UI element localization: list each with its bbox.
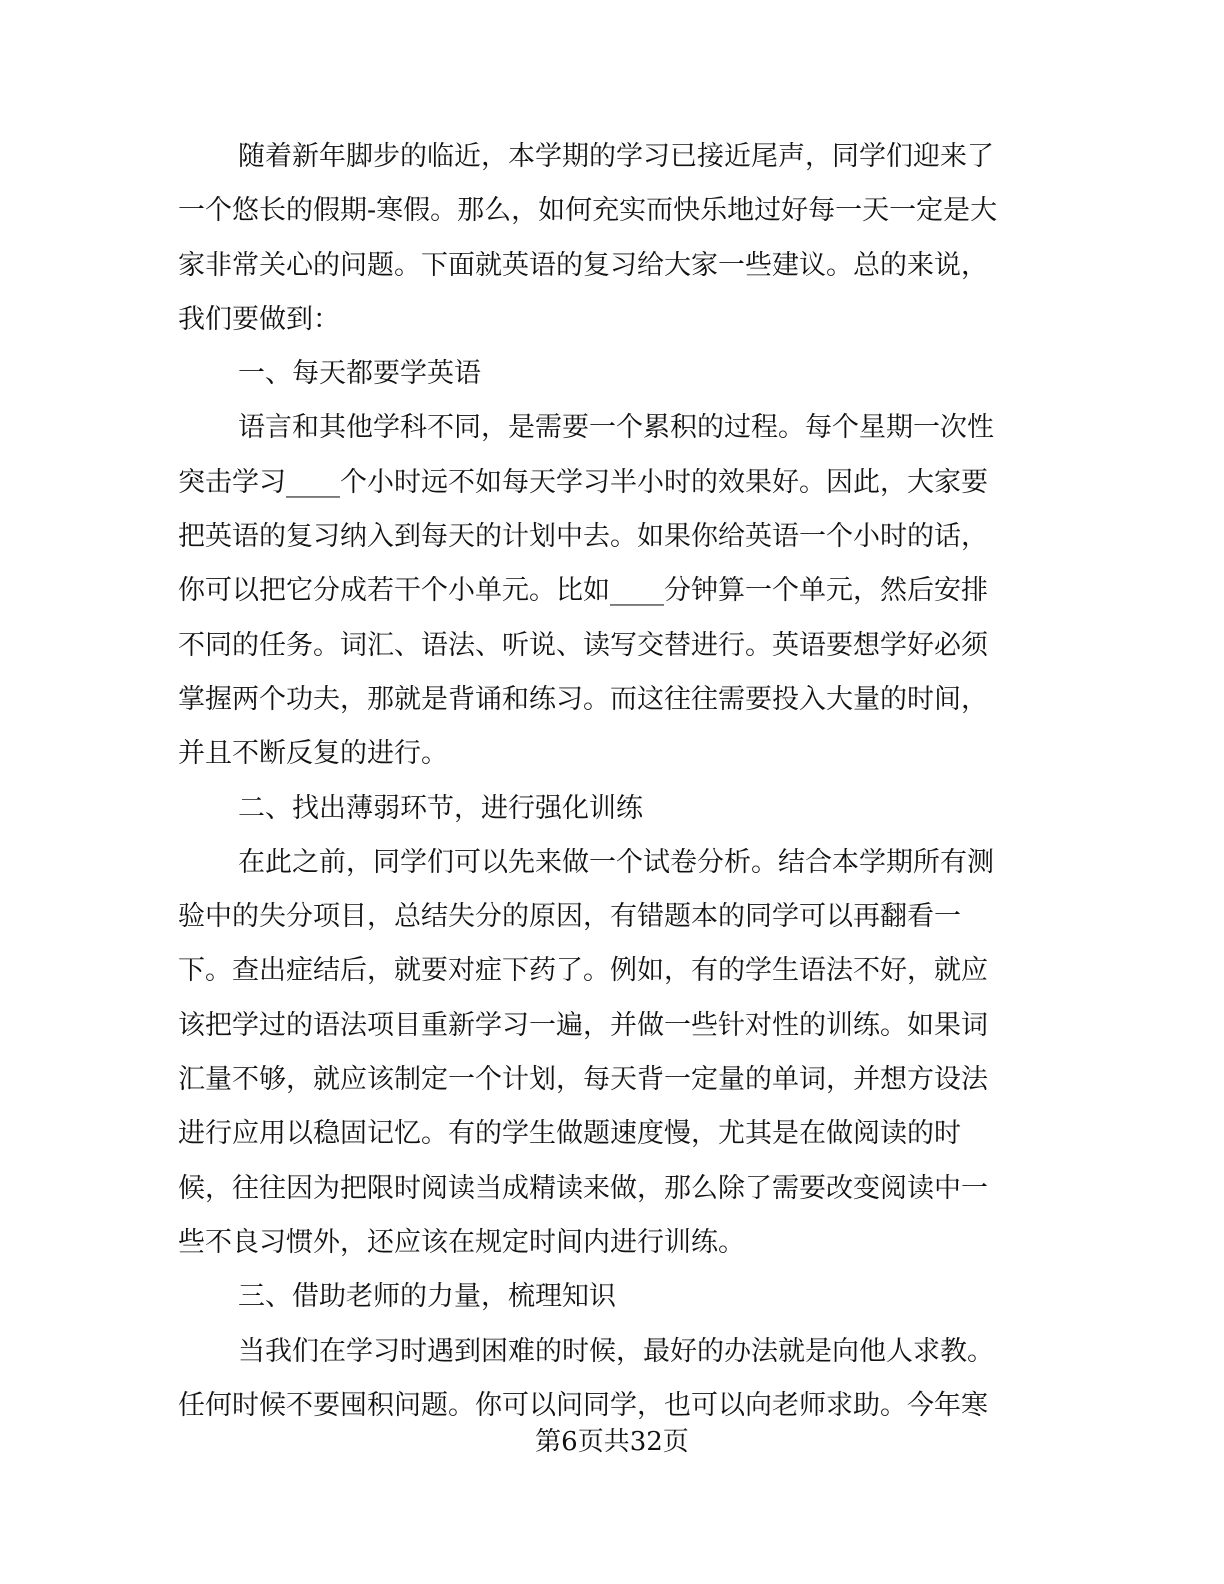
section-heading-2 <box>178 782 1018 836</box>
text-line: 候，往往因为把限时阅读当成精读来做，那么除了需要改变阅读中一 <box>178 1172 988 1204</box>
section-heading-3 <box>178 1270 1018 1324</box>
text-line: 验中的失分项目，总结失分的原因，有错题本的同学可以再翻看一 <box>178 901 961 933</box>
text-line: 任何时候不要囤积问题。你可以问同学，也可以向老师求助。今年寒 <box>178 1389 988 1421</box>
paragraph-section-1 <box>178 401 1018 781</box>
text-line: 在此之前，同学们可以先来做一个试卷分析。结合本学期所有测 <box>238 846 994 878</box>
text-line: 随着新年脚步的临近，本学期的学习已接近尾声，同学们迎来了 <box>238 141 994 172</box>
text-line: 下。查出症结后，就要对症下药了。例如，有的学生语法不好，就应 <box>178 955 988 987</box>
text-line: 突击学习____个小时远不如每天学习半小时的效果好。因此，大家要 <box>178 466 988 498</box>
text-line: 些不良习惯外，还应该在规定时间内进行训练。 <box>178 1226 745 1258</box>
text-line: 当我们在学习时遇到困难的时候，最好的办法就是向他人求教。 <box>238 1335 994 1367</box>
text-line: 把英语的复习纳入到每天的计划中去。如果你给英语一个小时的话， <box>178 521 988 553</box>
section-heading-1 <box>178 347 1018 401</box>
text-line: 我们要做到： <box>178 303 340 335</box>
text-line: 你可以把它分成若干个小单元。比如____分钟算一个单元，然后安排 <box>178 575 988 607</box>
text-line: 语言和其他学科不同，是需要一个累积的过程。每个星期一次性 <box>238 412 994 444</box>
text-line: 掌握两个功夫，那就是背诵和练习。而这往往需要投入大量的时间， <box>178 683 988 715</box>
text-line: 进行应用以稳固记忆。有的学生做题速度慢，尤其是在做阅读的时 <box>178 1118 961 1150</box>
heading-text: 一、每天都要学英语 <box>238 358 481 390</box>
text-line: 并且不断反复的进行。 <box>178 738 448 770</box>
text-line: 家非常关心的问题。下面就英语的复习给大家一些建议。总的来说， <box>178 249 988 281</box>
text-line: 该把学过的语法项目重新学习一遍，并做一些针对性的训练。如果词 <box>178 1009 988 1041</box>
text-line: 汇量不够，就应该制定一个计划，每天背一定量的单词，并想方设法 <box>178 1064 988 1096</box>
paragraph-intro <box>178 130 1018 347</box>
paragraph-section-2 <box>178 836 1018 1270</box>
heading-text: 二、找出薄弱环节，进行强化训练 <box>238 792 643 824</box>
paragraph-section-3 <box>178 1325 1018 1434</box>
page-number-footer: 第6页共32页 <box>535 1427 689 1457</box>
document-body <box>178 130 1018 1433</box>
text-line: 一个悠长的假期-寒假。那么，如何充实而快乐地过好每一天一定是大 <box>178 195 998 227</box>
text-line: 不同的任务。词汇、语法、听说、读写交替进行。英语要想学好必须 <box>178 629 988 661</box>
heading-text: 三、借助老师的力量，梳理知识 <box>238 1281 616 1313</box>
